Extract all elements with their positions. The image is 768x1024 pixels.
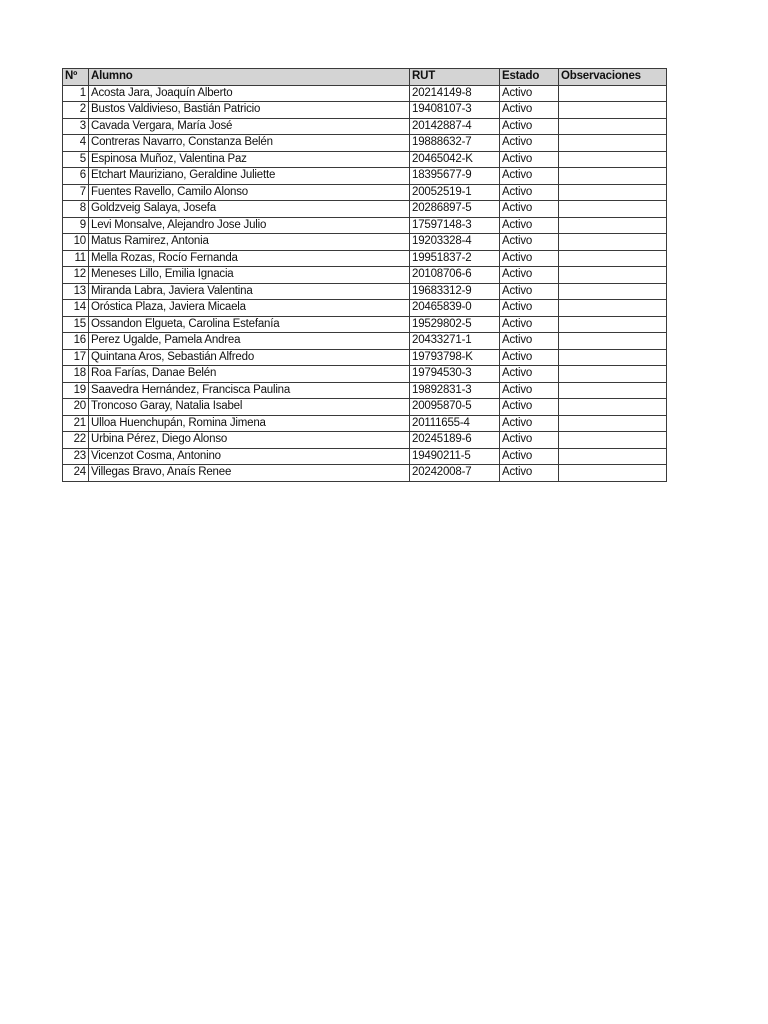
row-number-cell: 7: [63, 184, 89, 201]
rut-cell: 20465042-K: [410, 151, 500, 168]
student-name-cell: Ulloa Huenchupán, Romina Jimena: [89, 415, 410, 432]
rut-cell: 20108706-6: [410, 267, 500, 284]
observations-cell: [559, 382, 667, 399]
student-name-cell: Contreras Navarro, Constanza Belén: [89, 135, 410, 152]
status-cell: Activo: [500, 415, 559, 432]
header-rut: RUT: [410, 69, 500, 86]
rut-cell: 19794530-3: [410, 366, 500, 383]
status-cell: Activo: [500, 465, 559, 482]
observations-cell: [559, 118, 667, 135]
header-status: Estado: [500, 69, 559, 86]
observations-cell: [559, 283, 667, 300]
rut-cell: 19892831-3: [410, 382, 500, 399]
table-row: [63, 399, 667, 416]
observations-cell: [559, 465, 667, 482]
table-row: [63, 448, 667, 465]
table-row: [63, 300, 667, 317]
student-name-cell: Saavedra Hernández, Francisca Paulina: [89, 382, 410, 399]
table-row: [63, 333, 667, 350]
student-name-cell: Fuentes Ravello, Camilo Alonso: [89, 184, 410, 201]
status-cell: Activo: [500, 118, 559, 135]
student-roster-table: [62, 68, 667, 482]
student-name-cell: Levi Monsalve, Alejandro Jose Julio: [89, 217, 410, 234]
observations-cell: [559, 217, 667, 234]
row-number-cell: 16: [63, 333, 89, 350]
table-row: [63, 316, 667, 333]
row-number-cell: 10: [63, 234, 89, 251]
status-cell: Activo: [500, 184, 559, 201]
status-cell: Activo: [500, 399, 559, 416]
row-number-cell: 9: [63, 217, 89, 234]
student-name-cell: Vicenzot Cosma, Antonino: [89, 448, 410, 465]
row-number-cell: 20: [63, 399, 89, 416]
row-number-cell: 6: [63, 168, 89, 185]
student-name-cell: Mella Rozas, Rocío Fernanda: [89, 250, 410, 267]
rut-cell: 19888632-7: [410, 135, 500, 152]
observations-cell: [559, 102, 667, 119]
row-number-cell: 17: [63, 349, 89, 366]
rut-cell: 19683312-9: [410, 283, 500, 300]
rut-cell: 19529802-5: [410, 316, 500, 333]
observations-cell: [559, 366, 667, 383]
rut-cell: 19951837-2: [410, 250, 500, 267]
rut-cell: 20142887-4: [410, 118, 500, 135]
row-number-cell: 4: [63, 135, 89, 152]
status-cell: Activo: [500, 366, 559, 383]
student-name-cell: Quintana Aros, Sebastián Alfredo: [89, 349, 410, 366]
observations-cell: [559, 85, 667, 102]
row-number-cell: 24: [63, 465, 89, 482]
row-number-cell: 23: [63, 448, 89, 465]
header-row: [63, 69, 667, 86]
table-row: [63, 250, 667, 267]
rut-cell: 20245189-6: [410, 432, 500, 449]
table-row: [63, 184, 667, 201]
observations-cell: [559, 432, 667, 449]
student-name-cell: Miranda Labra, Javiera Valentina: [89, 283, 410, 300]
observations-cell: [559, 399, 667, 416]
student-name-cell: Ossandon Elgueta, Carolina Estefanía: [89, 316, 410, 333]
row-number-cell: 3: [63, 118, 89, 135]
table-row: [63, 201, 667, 218]
table-row: [63, 432, 667, 449]
rut-cell: 20242008-7: [410, 465, 500, 482]
row-number-cell: 11: [63, 250, 89, 267]
row-number-cell: 14: [63, 300, 89, 317]
row-number-cell: 15: [63, 316, 89, 333]
table-row: [63, 267, 667, 284]
row-number-cell: 13: [63, 283, 89, 300]
student-name-cell: Goldzveig Salaya, Josefa: [89, 201, 410, 218]
student-name-cell: Matus Ramirez, Antonia: [89, 234, 410, 251]
table-row: [63, 151, 667, 168]
observations-cell: [559, 201, 667, 218]
roster-body: [63, 85, 667, 481]
student-name-cell: Oróstica Plaza, Javiera Micaela: [89, 300, 410, 317]
table-row: [63, 366, 667, 383]
status-cell: Activo: [500, 382, 559, 399]
table-row: [63, 349, 667, 366]
rut-cell: 19490211-5: [410, 448, 500, 465]
student-name-cell: Espinosa Muñoz, Valentina Paz: [89, 151, 410, 168]
status-cell: Activo: [500, 168, 559, 185]
table-row: [63, 85, 667, 102]
observations-cell: [559, 316, 667, 333]
table-row: [63, 118, 667, 135]
rut-cell: 20286897-5: [410, 201, 500, 218]
observations-cell: [559, 151, 667, 168]
status-cell: Activo: [500, 151, 559, 168]
status-cell: Activo: [500, 333, 559, 350]
status-cell: Activo: [500, 85, 559, 102]
observations-cell: [559, 349, 667, 366]
table-row: [63, 415, 667, 432]
status-cell: Activo: [500, 102, 559, 119]
row-number-cell: 22: [63, 432, 89, 449]
student-name-cell: Cavada Vergara, María José: [89, 118, 410, 135]
student-name-cell: Acosta Jara, Joaquín Alberto: [89, 85, 410, 102]
status-cell: Activo: [500, 349, 559, 366]
status-cell: Activo: [500, 283, 559, 300]
status-cell: Activo: [500, 267, 559, 284]
status-cell: Activo: [500, 217, 559, 234]
observations-cell: [559, 333, 667, 350]
status-cell: Activo: [500, 300, 559, 317]
table-row: [63, 234, 667, 251]
table-row: [63, 135, 667, 152]
row-number-cell: 18: [63, 366, 89, 383]
rut-cell: 19203328-4: [410, 234, 500, 251]
header-observations: Observaciones: [559, 69, 667, 86]
student-name-cell: Etchart Mauriziano, Geraldine Juliette: [89, 168, 410, 185]
student-name-cell: Urbina Pérez, Diego Alonso: [89, 432, 410, 449]
row-number-cell: 21: [63, 415, 89, 432]
table-row: [63, 168, 667, 185]
row-number-cell: 8: [63, 201, 89, 218]
row-number-cell: 1: [63, 85, 89, 102]
rut-cell: 19793798-K: [410, 349, 500, 366]
status-cell: Activo: [500, 201, 559, 218]
student-name-cell: Meneses Lillo, Emilia Ignacia: [89, 267, 410, 284]
student-name-cell: Bustos Valdivieso, Bastián Patricio: [89, 102, 410, 119]
observations-cell: [559, 250, 667, 267]
observations-cell: [559, 234, 667, 251]
rut-cell: 17597148-3: [410, 217, 500, 234]
status-cell: Activo: [500, 234, 559, 251]
table-row: [63, 465, 667, 482]
rut-cell: 20433271-1: [410, 333, 500, 350]
rut-cell: 19408107-3: [410, 102, 500, 119]
observations-cell: [559, 448, 667, 465]
table-row: [63, 382, 667, 399]
row-number-cell: 2: [63, 102, 89, 119]
header-number: Nº: [63, 69, 89, 86]
status-cell: Activo: [500, 135, 559, 152]
status-cell: Activo: [500, 250, 559, 267]
row-number-cell: 19: [63, 382, 89, 399]
row-number-cell: 12: [63, 267, 89, 284]
table-row: [63, 217, 667, 234]
student-name-cell: Perez Ugalde, Pamela Andrea: [89, 333, 410, 350]
observations-cell: [559, 267, 667, 284]
rut-cell: 20095870-5: [410, 399, 500, 416]
status-cell: Activo: [500, 448, 559, 465]
rut-cell: 20111655-4: [410, 415, 500, 432]
rut-cell: 20052519-1: [410, 184, 500, 201]
observations-cell: [559, 168, 667, 185]
student-name-cell: Villegas Bravo, Anaís Renee: [89, 465, 410, 482]
table-row: [63, 283, 667, 300]
rut-cell: 20214149-8: [410, 85, 500, 102]
header-student: Alumno: [89, 69, 410, 86]
student-name-cell: Roa Farías, Danae Belén: [89, 366, 410, 383]
row-number-cell: 5: [63, 151, 89, 168]
status-cell: Activo: [500, 432, 559, 449]
observations-cell: [559, 184, 667, 201]
status-cell: Activo: [500, 316, 559, 333]
rut-cell: 18395677-9: [410, 168, 500, 185]
observations-cell: [559, 300, 667, 317]
student-name-cell: Troncoso Garay, Natalia Isabel: [89, 399, 410, 416]
observations-cell: [559, 415, 667, 432]
rut-cell: 20465839-0: [410, 300, 500, 317]
observations-cell: [559, 135, 667, 152]
table-row: [63, 102, 667, 119]
